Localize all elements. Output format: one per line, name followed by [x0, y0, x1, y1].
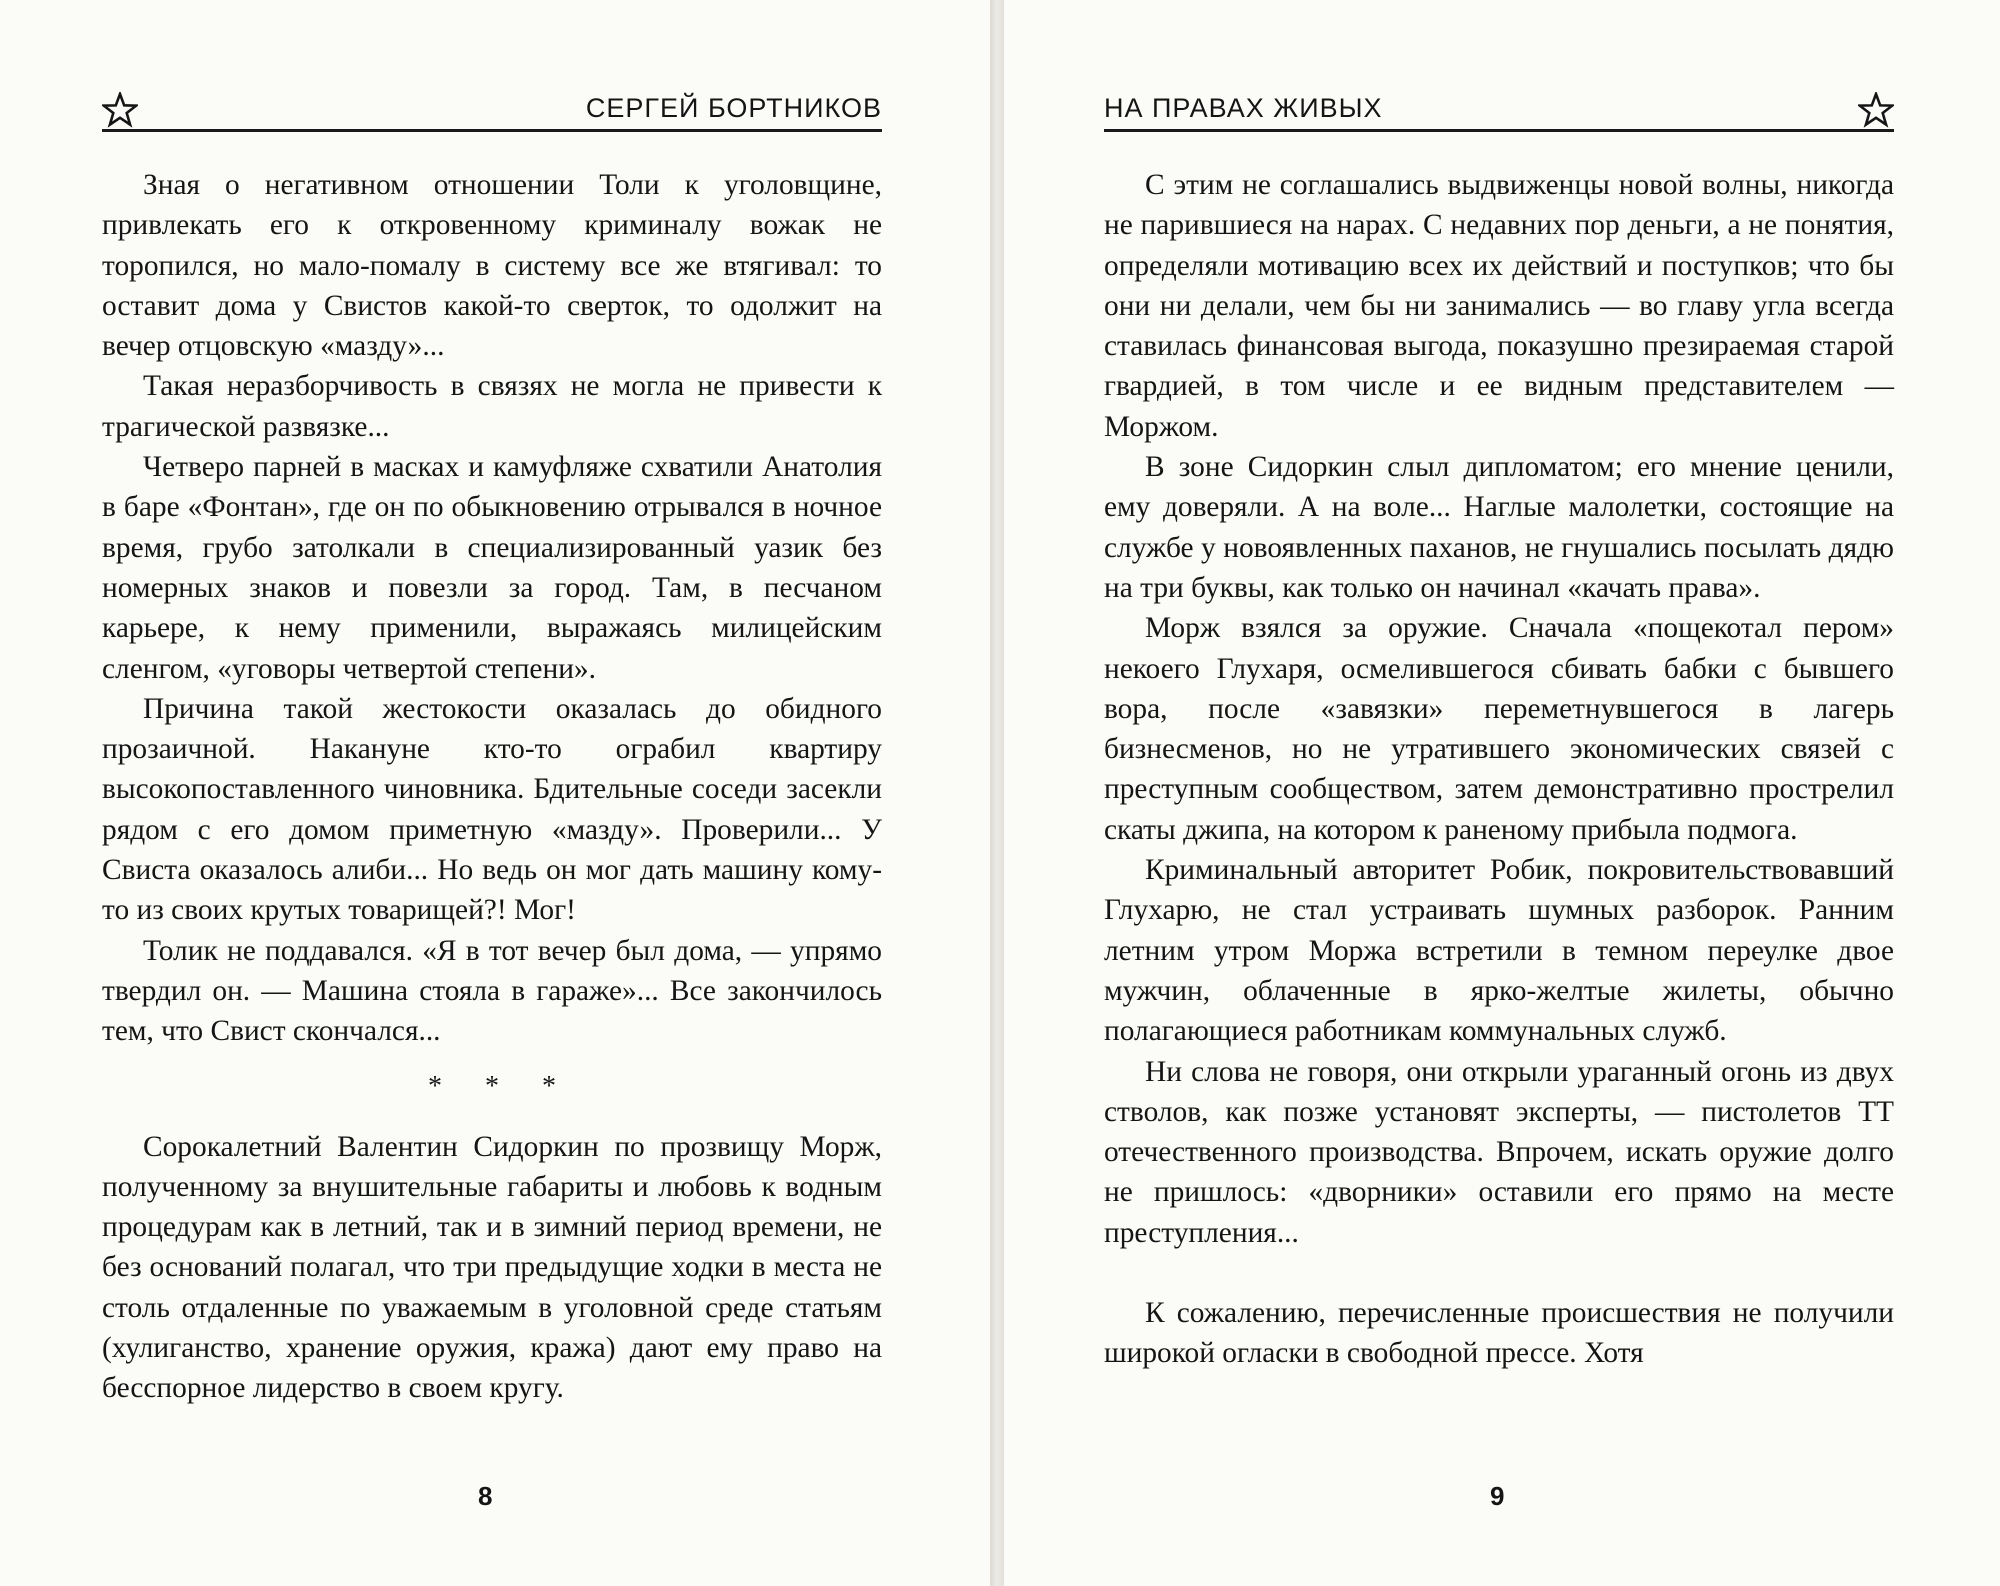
paragraph: В зоне Сидоркин слыл дипломатом; его мнение ценили, ему доверяли. А на воле... Наглые малолетки, состоящие на службе у новоявленных паханов, не гнушались посылать дядю на три буквы, как только он начинал «качать права».	[1104, 451, 1894, 604]
right-body-text	[1104, 165, 1894, 1374]
left-running-header	[102, 88, 882, 132]
left-body-text	[102, 165, 882, 1409]
star-outline-icon	[102, 92, 138, 128]
star-outline-icon	[1858, 92, 1894, 128]
paragraph: С этим не соглашались выдвиженцы новой волны, никогда не парившиеся на нарах. С недавних пор деньги, а не понятия, определяли мотивацию всех их действий и поступков; что бы они ни делали, чем бы ни занимались — во главу угла всегда ставилась финансовая выгода, показушно презираемая старой гвардией, в том числе и ее видным представителем — Моржом.	[1104, 169, 1894, 443]
page-number: 8	[478, 1481, 493, 1511]
paragraph: Криминальный авторитет Робик, покровительствовавший Глухарю, не стал устраивать шумных разборок. Ранним летним утром Моржа встретили в темном переулке двое мужчин, облаченные в ярко-желтые жилеты, обычно полагающиеся работникам коммунальных служб.	[1104, 854, 1894, 1048]
author-name: СЕРГЕЙ БОРТНИКОВ	[585, 93, 882, 123]
paragraph: Сорокалетний Валентин Сидоркин по прозвищу Морж, полученному за внушительные габариты и любовь к водным процедурам как в летний, так и в зимний период времени, не без оснований полагал, что три предыдущие ходки в места не столь отдаленные по уважаемым в уголовной среде статьям (хулиганство, хранение оружия, кража) дают ему право на бесспорное лидерство в своем кругу.	[102, 1130, 882, 1405]
right-page	[1004, 0, 2000, 1586]
paragraph: Толик не поддавался. «Я в тот вечер был дома, — упрямо твердил он. — Машина стояла в гараже»... Все закончилось тем, что Свист скончался...	[102, 934, 882, 1048]
scene-break: * * *	[428, 1070, 574, 1102]
paragraph: Морж взялся за оружие. Сначала «пощекотал пером» некоего Глухаря, осмелившегося сбивать бабки с бывшего вора, после «завязки» переметнувшегося в лагерь бизнесменов, но не утратившего экономических связей с преступным сообществом, затем демонстративно прострелил скаты джипа, на котором к раненому прибыла подмога.	[1104, 612, 1894, 846]
left-page	[0, 0, 990, 1586]
right-running-header	[1104, 88, 1894, 132]
paragraph: К сожалению, перечисленные происшествия не получили широкой огласки в свободной прессе. Хотя	[1104, 1297, 1894, 1370]
paragraph: Зная о негативном отношении Толи к уголовщине, привлекать его к откровенному криминалу вожак не торопился, но мало-помалу в систему все же втягивал: то оставит дома у Свистов какой-то сверток, то одолжит на вечер отцовскую «мазду»...	[102, 169, 882, 363]
book-gutter	[990, 0, 1004, 1586]
section-gap	[1104, 1253, 1894, 1293]
paragraph: Такая неразборчивость в связях не могла не привести к трагической развязке...	[102, 370, 882, 443]
paragraph: Причина такой жестокости оказалась до обидного прозаичной. Накануне кто-то ограбил квартиру высокопоставленного чиновника. Бдительные соседи засекли рядом с его домом приметную «мазду». Проверили... У Свиста оказалось алиби... Но ведь он мог дать машину кому-то из своих крутых товарищей?! Мог!	[102, 692, 882, 927]
book-title: НА ПРАВАХ ЖИВЫХ	[1104, 93, 1383, 123]
paragraph: Четверо парней в масках и камуфляже схватили Анатолия в баре «Фонтан», где он по обыкновению отрывался в ночное время, грубо затолкали в специализированный уазик без номерных знаков и повезли за город. Там, в песчаном карьере, к нему применили, выражаясь милицейским сленгом, «уговоры четвертой степени».	[102, 451, 882, 685]
page-number: 9	[1490, 1481, 1505, 1511]
paragraph: Ни слова не говоря, они открыли ураганный огонь из двух стволов, как позже установят эксперты, — пистолетов ТТ отечественного производства. Впрочем, искать оружие долго не пришлось: «дворники» оставили его прямо на месте преступления...	[1104, 1055, 1894, 1249]
